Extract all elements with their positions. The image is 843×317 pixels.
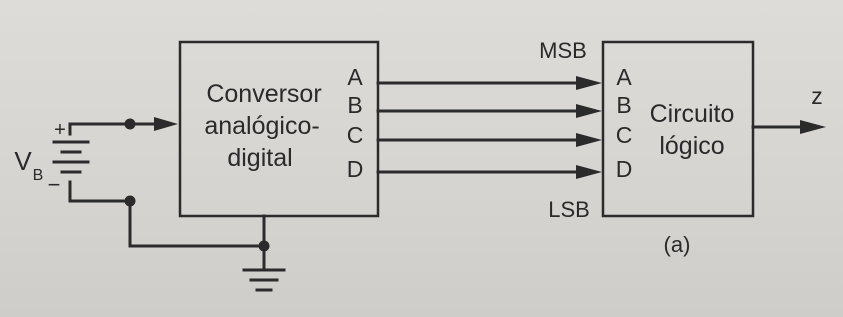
junction-ground xyxy=(259,241,270,252)
ground-return-wire xyxy=(130,201,264,246)
battery-circuit xyxy=(14,117,284,290)
logic-input-c: C xyxy=(615,122,633,148)
battery-bottom-wire xyxy=(70,182,130,201)
output-arrow xyxy=(800,120,826,134)
figure-caption: (a) xyxy=(663,232,691,257)
adc-output-d: D xyxy=(346,156,364,182)
adc-label-line3: digital xyxy=(227,144,293,172)
input-arrow xyxy=(154,117,178,131)
logic-label-line1: Circuito xyxy=(649,100,735,128)
bus-arrow-c xyxy=(576,133,602,147)
battery-minus: − xyxy=(47,172,61,197)
output-z-label: z xyxy=(811,83,823,109)
bus-arrow-a xyxy=(576,76,602,90)
adc-label-line1: Conversor xyxy=(206,80,322,108)
battery-label: V xyxy=(14,146,32,176)
logic-label-line2: lógico xyxy=(659,132,725,160)
bus-arrow-b xyxy=(576,104,602,118)
logic-input-a: A xyxy=(616,64,632,90)
battery-top-wire xyxy=(70,124,156,134)
junction-top xyxy=(125,119,136,130)
data-bus xyxy=(378,76,602,179)
logic-input-b: B xyxy=(616,92,632,118)
adc-output-c: C xyxy=(346,122,364,148)
battery-plus: + xyxy=(54,119,66,141)
msb-label: MSB xyxy=(539,38,587,63)
bus-arrow-d xyxy=(576,165,602,179)
logic-input-d: D xyxy=(615,156,633,182)
adc-output-b: B xyxy=(347,92,363,118)
adc-label-line2: analógico- xyxy=(204,112,320,140)
lsb-label: LSB xyxy=(548,197,590,222)
battery-subscript: B xyxy=(32,167,44,184)
adc-output-a: A xyxy=(347,64,363,90)
